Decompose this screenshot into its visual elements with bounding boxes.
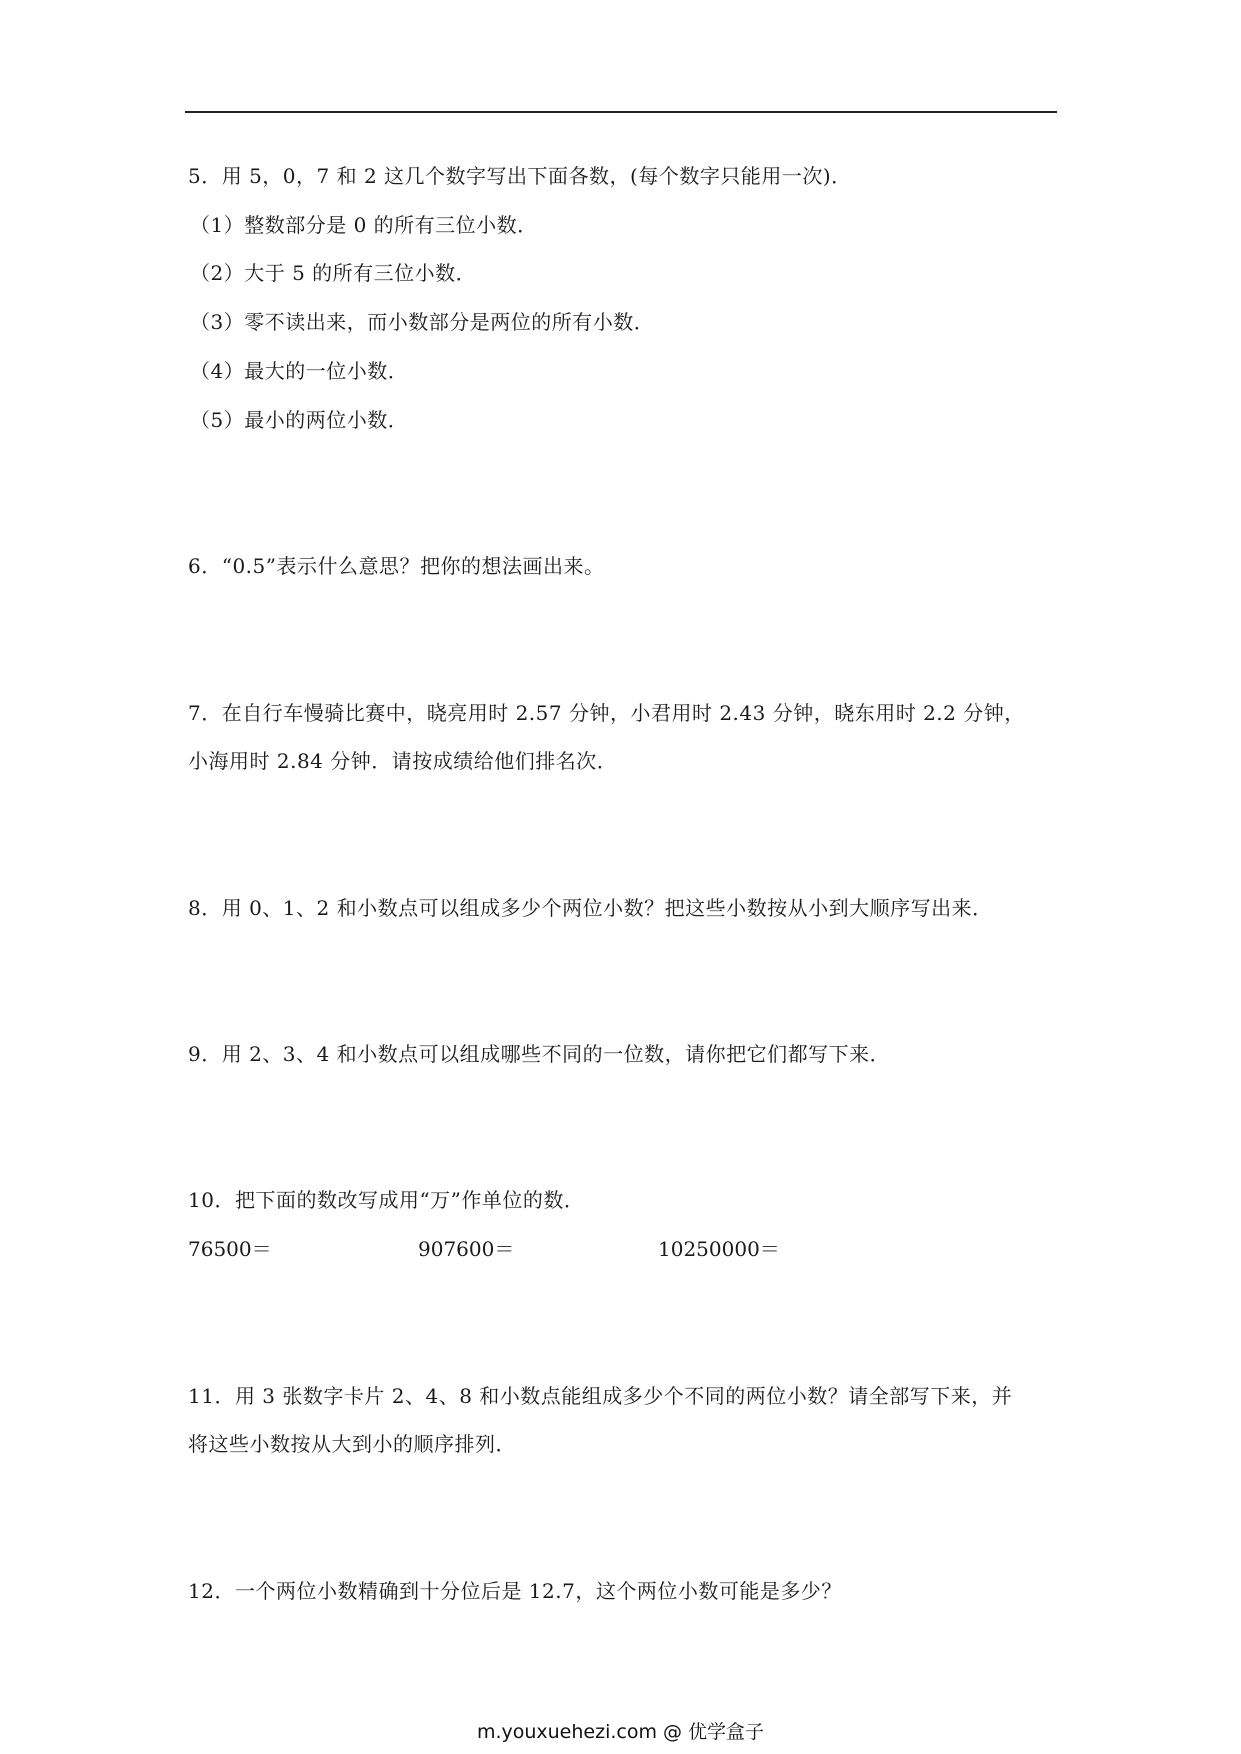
question-5-part-5: （5）最小的两位小数．: [190, 408, 409, 432]
question-8-stem: 8．用 0、1、2 和小数点可以组成多少个两位小数？把这些小数按从小到大顺序写出来．: [188, 896, 993, 920]
question-10-blanks: [188, 1236, 888, 1262]
question-11-line-2: 将这些小数按从大到小的顺序排列．: [188, 1432, 516, 1456]
header-rule: [185, 111, 1057, 113]
question-5-stem: 5．用 5，0，7 和 2 这几个数字写出下面各数，(每个数字只能用一次)．: [188, 164, 852, 188]
question-10-item-2: 907600＝: [418, 1237, 515, 1261]
question-5-part-4: （4）最大的一位小数．: [190, 359, 409, 383]
question-12-stem: 12．一个两位小数精确到十分位后是 12.7，这个两位小数可能是多少？: [188, 1579, 842, 1603]
question-6-stem: 6．“0.5”表示什么意思？把你的想法画出来。: [188, 554, 605, 578]
question-11-line-1: 11．用 3 张数字卡片 2、4、8 和小数点能组成多少个不同的两位小数？请全部写下来，并: [188, 1384, 1013, 1408]
question-5-part-2: （2）大于 5 的所有三位小数．: [190, 261, 477, 285]
question-10-item-1: 76500＝: [188, 1237, 272, 1261]
question-5-part-3: （3）零不读出来，而小数部分是两位的所有小数．: [190, 310, 655, 334]
question-10-item-3: 10250000＝: [658, 1237, 780, 1261]
question-9-stem: 9．用 2、3、4 和小数点可以组成哪些不同的一位数，请你把它们都写下来．: [188, 1042, 891, 1066]
footer-watermark[interactable]: m.youxuehezi.com @ 优学盒子: [476, 1721, 765, 1743]
question-10-stem: 10．把下面的数改写成用“万”作单位的数．: [188, 1188, 585, 1212]
question-7-line-1: 7．在自行车慢骑比赛中，晓亮用时 2.57 分钟，小君用时 2.43 分钟，晓东用时 2.2 分钟，: [188, 701, 1025, 725]
question-7-line-2: 小海用时 2.84 分钟．请按成绩给他们排名次．: [188, 749, 618, 773]
question-5-part-1: （1）整数部分是 0 的所有三位小数．: [190, 213, 538, 237]
